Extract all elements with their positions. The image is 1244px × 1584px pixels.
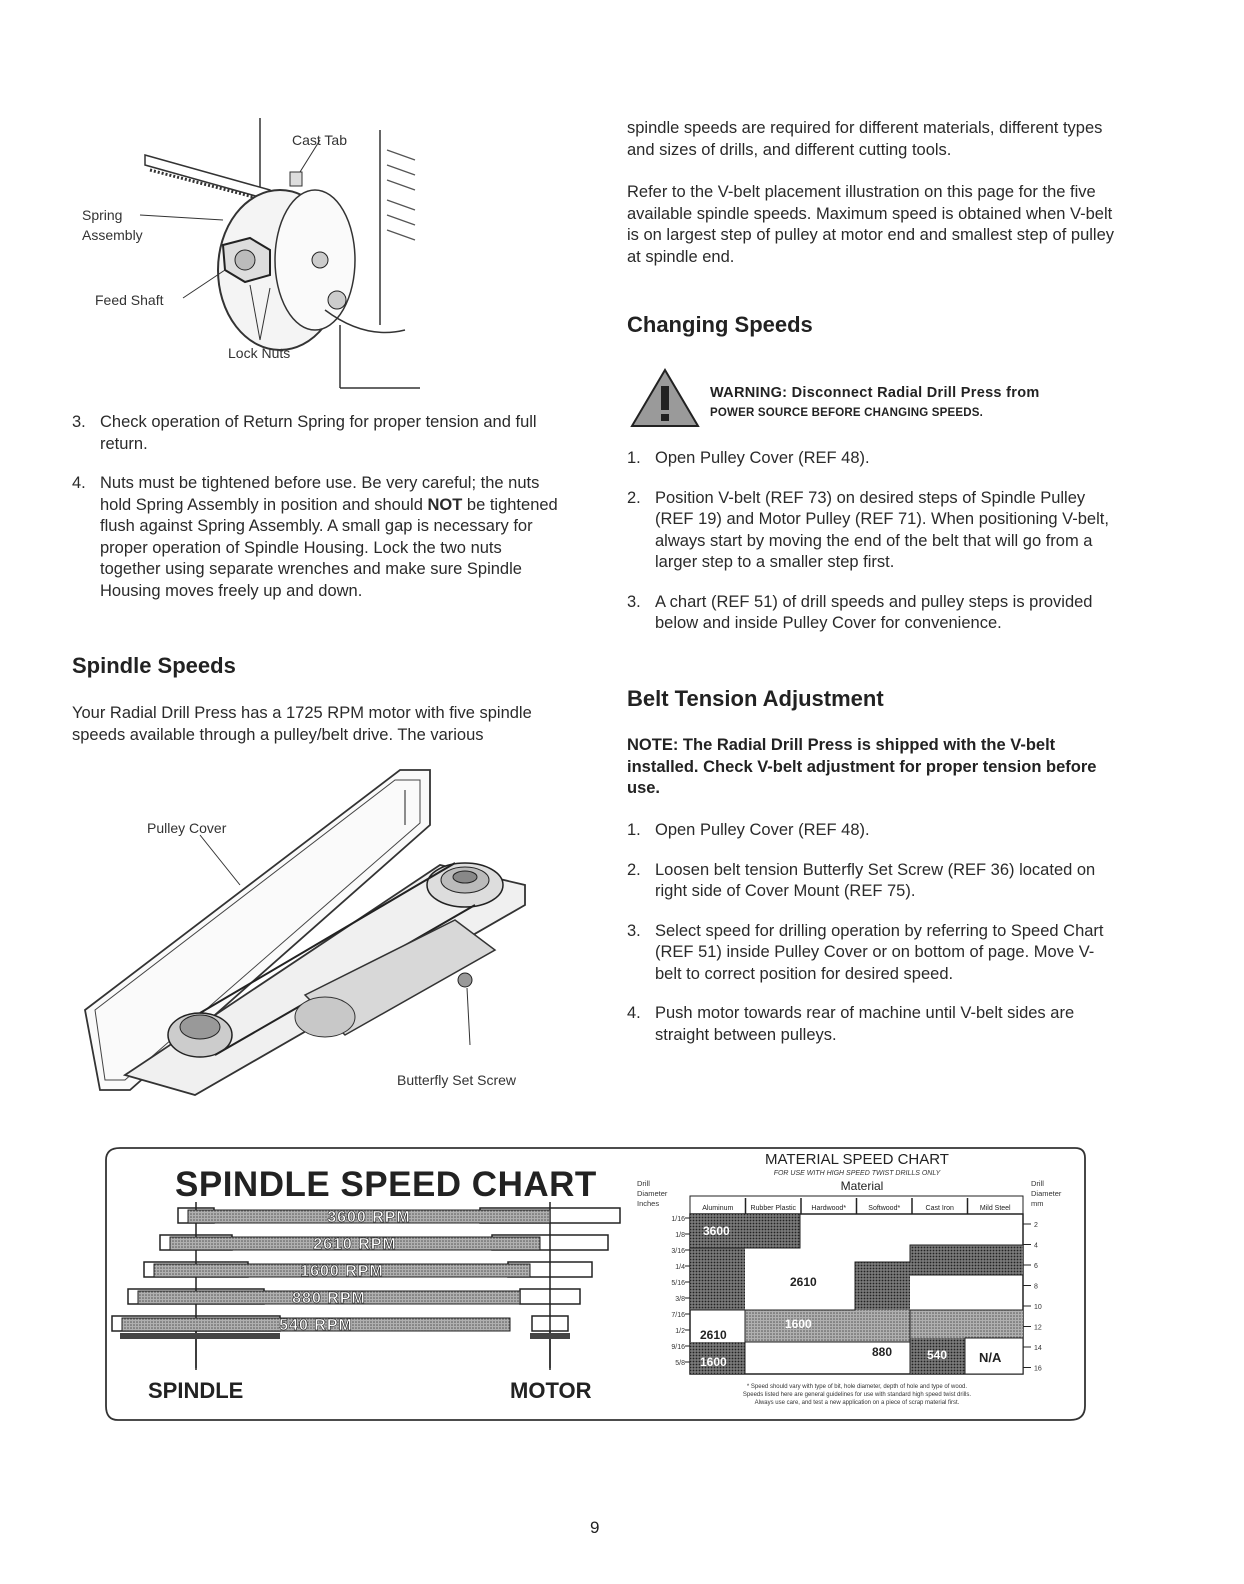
list-item: 4. Push motor towards rear of machine until V-belt sides are straight between pulleys. [627, 1004, 1075, 1044]
belt-0 [188, 1209, 550, 1226]
spring-assembly-figure [75, 110, 445, 395]
changing-speeds-heading: Changing Speeds [627, 312, 813, 337]
column-header: Aluminum [702, 1205, 734, 1212]
feed-shaft-label: Feed Shaft [95, 292, 164, 308]
mm-tick-label: 2 [1034, 1222, 1038, 1229]
belt-tension-heading: Belt Tension Adjustment [627, 686, 884, 711]
mm-tick-label: 4 [1034, 1242, 1038, 1250]
belt-2 [154, 1263, 530, 1280]
list-item: 4. Nuts must be tightened before use. Be very careful; the nuts hold Spring Assembly in position and should NOT be tightened flush against Spring Assembly. A small gap is necessary for proper operation of Spindle Housing. Lock the two nuts together using separate wrenches and make sure Spindle Housing moves freely up and down. [72, 474, 558, 600]
list-item: 3. Check operation of Return Spring for proper tension and full return. [72, 413, 537, 453]
left-axis-label-2: Diameter [637, 1189, 668, 1198]
spindle-speed-chart-title: SPINDLE SPEED CHART [175, 1165, 597, 1204]
right-axis-label-1: Drill [1031, 1179, 1044, 1188]
inch-tick-label: 1/2 [675, 1328, 685, 1335]
inch-tick-label: 1/16 [671, 1216, 685, 1223]
mm-tick-label: 12 [1034, 1324, 1042, 1332]
mm-tick-label: 8 [1034, 1283, 1038, 1291]
list-item: 3. Select speed for drilling operation by referring to Speed Chart (REF 51) inside Pulley Cover or on bottom of page. Move V-belt to correct position for desired speed. [627, 921, 1104, 983]
column-header: Rubber Plastic [750, 1205, 797, 1212]
spindle-speeds-text: Your Radial Drill Press has a 1725 RPM motor with five spindle speeds available through a pulley/belt drive. The various [72, 704, 532, 744]
material-speed-chart [637, 1151, 1062, 1406]
right-intro-p1: spindle speeds are required for different materials, different types and sizes of drills, and different cutting tools. [627, 119, 1103, 159]
spring-label: Spring [82, 207, 123, 223]
cell-880: 880 [872, 1345, 893, 1359]
pulley-cover-figure [75, 755, 565, 1100]
mm-tick-label: 16 [1034, 1365, 1042, 1373]
inch-tick-label: 1/4 [675, 1264, 685, 1271]
page-number: 9 [590, 1518, 600, 1537]
cell-na: N/A [979, 1350, 1002, 1365]
mm-tick-label: 14 [1034, 1345, 1042, 1352]
butterfly-set-screw-label: Butterfly Set Screw [397, 1072, 517, 1088]
lock-nuts-label: Lock Nuts [228, 345, 291, 361]
right-intro-p2: Refer to the V-belt placement illustration on this page for the five available spindle speeds. Maximum speed is obtained when V-belt is on largest step of pulley at motor end and smallest step of pulley at spindle end. [627, 183, 1115, 266]
list-item: 1. Open Pulley Cover (REF 48). [627, 821, 870, 839]
inch-tick-label: 3/16 [671, 1248, 685, 1255]
belt-1 [170, 1236, 540, 1253]
mm-tick-label: 6 [1034, 1263, 1038, 1270]
warning-title: WARNING: Disconnect Radial Drill Press from [710, 385, 1040, 401]
cast-tab-label: Cast Tab [292, 132, 347, 148]
cell-540: 540 [927, 1348, 948, 1362]
belt-3 [138, 1290, 520, 1307]
cell-1600-low: 1600 [700, 1355, 727, 1369]
inch-tick-label: 5/8 [675, 1360, 685, 1367]
material-label: Material [840, 1179, 884, 1193]
material-chart-subtitle: FOR USE WITH HIGH SPEED TWIST DRILLS ONLY [773, 1170, 941, 1177]
mm-tick-label: 10 [1034, 1304, 1042, 1311]
belt-steps-list [627, 820, 1115, 1060]
motor-label: MOTOR [510, 1378, 592, 1403]
material-chart-title: MATERIAL SPEED CHART [765, 1151, 949, 1168]
belt-4 [122, 1317, 510, 1334]
right-axis-label-3: mm [1031, 1199, 1044, 1208]
inch-tick-label: 9/16 [671, 1344, 685, 1351]
assembly-label: Assembly [82, 227, 143, 243]
cell-2610-top: 2610 [790, 1275, 817, 1289]
inch-tick-label: 1/8 [675, 1232, 685, 1239]
column-header: Hardwood* [811, 1205, 847, 1212]
belt-note: NOTE: The Radial Drill Press is shipped with the V-belt installed. Check V-belt adjustment for proper tension before use. [627, 736, 1097, 797]
column-header: Cast Iron [925, 1205, 954, 1212]
rpm-label: 3600 RPM [327, 1209, 411, 1226]
right-axis-label-2: Diameter [1031, 1189, 1062, 1198]
warning-icon [630, 368, 700, 428]
rpm-label: 2610 RPM [313, 1236, 397, 1253]
inch-tick-label: 3/8 [675, 1296, 685, 1303]
rpm-label: 880 RPM [292, 1290, 366, 1307]
cell-3600: 3600 [703, 1224, 730, 1238]
column-header: Mild Steel [979, 1205, 1011, 1212]
column-header: Softwood* [868, 1205, 901, 1212]
list-item: 3. A chart (REF 51) of drill speeds and pulley steps is provided below and inside Pulley Cover for convenience. [627, 592, 1093, 632]
spindle-label: SPINDLE [148, 1378, 244, 1403]
changing-steps-list [627, 448, 1115, 649]
spindle-speeds-heading: Spindle Speeds [72, 653, 236, 678]
speed-chart-panel [100, 1138, 1090, 1424]
left-axis-label-3: Inches [637, 1199, 660, 1208]
rpm-label: 1600 RPM [300, 1263, 384, 1280]
left-axis-label-1: Drill [637, 1179, 650, 1188]
footnote-1: * Speed should vary with type of bit, hole diameter, depth of hole and type of wood. [746, 1384, 968, 1390]
inch-tick-label: 5/16 [671, 1280, 685, 1287]
list-item: 1. Open Pulley Cover (REF 48). [627, 449, 870, 467]
warning-subtitle: POWER SOURCE BEFORE CHANGING SPEEDS. [710, 407, 984, 419]
footnote-2: Speeds listed here are general guidelines for use with standard high speed twist drills. [742, 1392, 972, 1398]
footnote-3: Always use care, and test a new application on a piece of scrap material first. [754, 1400, 960, 1406]
spring-steps-list [72, 412, 560, 616]
cell-1600-mid: 1600 [785, 1317, 812, 1331]
list-item: 2. Loosen belt tension Butterfly Set Screw (REF 36) located on right side of Cover Mount (REF 75). [627, 860, 1096, 900]
rpm-label: 540 RPM [279, 1317, 353, 1334]
cell-2610-left: 2610 [700, 1328, 727, 1342]
list-item: 2. Position V-belt (REF 73) on desired steps of Spindle Pulley (REF 19) and Motor Pulley (REF 71). When positioning V-belt, always start by moving the end of the belt that will go from a larger step to a smaller step first. [627, 488, 1109, 571]
inch-tick-label: 7/16 [671, 1312, 685, 1319]
pulley-cover-label: Pulley Cover [147, 820, 227, 836]
